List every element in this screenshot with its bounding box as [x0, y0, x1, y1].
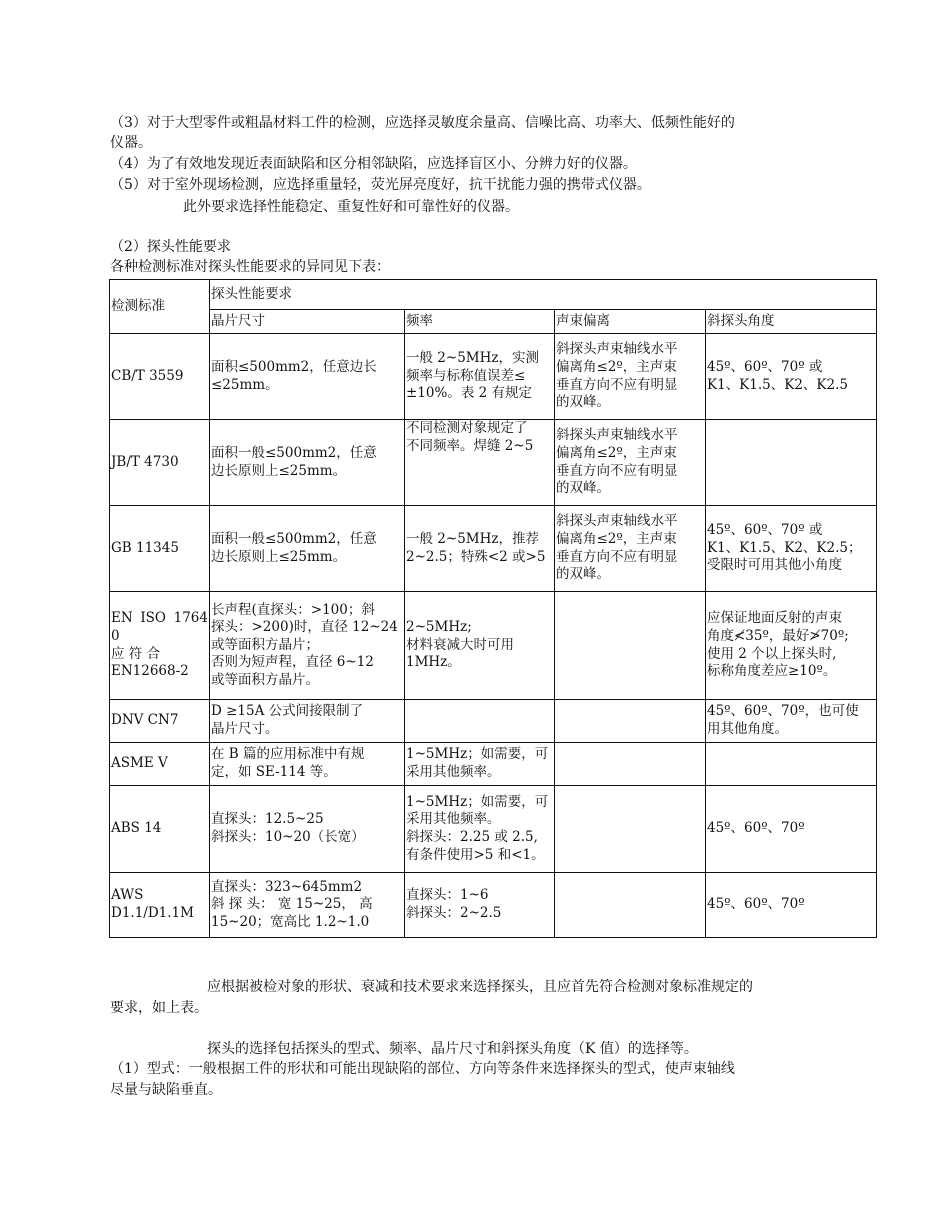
cell-text-line: 斜探头声束轴线水平 [556, 427, 678, 444]
cell-text-line: 定，如 SE-114 等。 [211, 764, 337, 780]
cell-text-line: K1、K1.5、K2、K2.5 [707, 376, 848, 393]
cell-text-line: 晶片尺寸。 [211, 721, 279, 737]
header-standard: 检测标准 [110, 280, 210, 334]
cell-text-line: 直探头：1~6 [406, 887, 489, 904]
cell-beam-deviation [555, 786, 706, 873]
paragraph-select-line-1: 应根据被检对象的形状、衰减和技术要求来选择探头，且应首先符合检测对象标准规定的 [207, 979, 753, 995]
probe-requirements-table [109, 279, 877, 938]
cell-beam-deviation [555, 873, 706, 938]
paragraph-4: （4）为了有效地发现近表面缺陷和区分相邻缺陷，应选择盲区小、分辨力好的仪器。 [110, 156, 637, 172]
cell-text-line: 长声程(直探头：>100；斜 [211, 601, 375, 618]
cell-text-line: 或等面积方晶片。 [211, 671, 319, 688]
cell-text-line: 2~2.5；特殊<2 或>5 [406, 548, 546, 565]
cell-angle [706, 592, 877, 700]
cell-text-line: 斜 探 头： 宽 15~25， 高 [211, 896, 373, 913]
cell-text-line: 的双峰。 [556, 394, 610, 411]
cell-frequency [405, 334, 555, 420]
paragraph-type-line-2: 尽量与缺陷垂直。 [110, 1082, 222, 1098]
table-header-row-1 [110, 280, 877, 310]
cell-text-line: 采用其他频率。 [406, 764, 501, 780]
cell-standard [110, 334, 210, 420]
cell-text-line: 应保证地面反射的声束 [707, 610, 842, 627]
cell-standard [110, 743, 210, 786]
cell-frequency [405, 786, 555, 873]
cell-frequency [405, 420, 555, 506]
cell-angle [706, 743, 877, 786]
cell-angle [706, 786, 877, 873]
paragraph-type-line-1: （1）型式：一般根据工件的形状和可能出现缺陷的部位、方向等条件来选择探头的型式，使声束轴线 [110, 1061, 735, 1077]
cell-beam-deviation [555, 506, 706, 592]
cell-text-line: 应 符 合 [111, 645, 161, 662]
cell-text-line: 或等面积方晶片； [211, 636, 319, 653]
cell-frequency [405, 592, 555, 700]
cell-text-line: 的双峰。 [556, 480, 610, 497]
paragraph-3-line-1: （3）对于大型零件或粗晶材料工件的检测，应选择灵敏度余量高、信噪比高、功率大、低频性能好的 [110, 115, 735, 131]
table-row [110, 506, 877, 592]
cell-text-line: 面积一般≤500mm2，任意 [211, 530, 377, 547]
section-heading: （2）探头性能要求 [110, 239, 231, 255]
cell-text-line: D ≥15A 公式间接限制了 [211, 703, 364, 720]
cell-text-line: 偏离角≤2º，主声束 [556, 444, 677, 461]
header-chip-size: 晶片尺寸 [210, 310, 405, 334]
cell-text-line: DNV CN7 [111, 712, 179, 729]
cell-text-line: 使用 2 个以上探头时, [707, 645, 837, 662]
cell-text-line: 45º、60º、70º 或 [707, 522, 823, 539]
table-row [110, 873, 877, 938]
cell-chip-size [210, 786, 405, 873]
cell-text-line: 不同频率。焊缝 2~5 [406, 437, 534, 454]
cell-text-line: 偏离角≤2º，主声束 [556, 530, 677, 547]
cell-text-line: 的双峰。 [556, 566, 610, 583]
cell-text-line: 用其他角度。 [707, 721, 788, 737]
cell-text-line: 探头：>200)时，直径 12~24 [211, 619, 398, 636]
cell-text-line: 边长原则上≤25mm。 [211, 462, 347, 479]
cell-text-line: 偏离角≤2º，主声束 [556, 358, 677, 375]
cell-chip-size [210, 743, 405, 786]
cell-chip-size [210, 506, 405, 592]
table-row [110, 743, 877, 786]
cell-text-line: 角度≮35º，最好≯70º; [707, 627, 849, 644]
header-probe-requirements: 探头性能要求 [210, 280, 877, 310]
cell-chip-size [210, 592, 405, 700]
cell-text-line: 采用其他频率。 [406, 811, 501, 828]
paragraph-6: 此外要求选择性能稳定、重复性好和可靠性好的仪器。 [183, 199, 519, 215]
cell-text-line: K1、K1.5、K2、K2.5； [707, 539, 862, 556]
cell-text-line: ±10%。表 2 有规定 [406, 385, 532, 402]
cell-text-line: 标称角度差应≥10º。 [707, 663, 837, 680]
cell-beam-deviation [555, 420, 706, 506]
cell-standard [110, 786, 210, 873]
cell-frequency [405, 873, 555, 938]
cell-text-line: 斜探头：2.25 或 2.5, [406, 829, 538, 845]
cell-angle [706, 506, 877, 592]
cell-angle [706, 420, 877, 506]
table-row [110, 700, 877, 743]
cell-text-line: 有条件使用>5 和<1。 [406, 846, 545, 863]
cell-chip-size [210, 420, 405, 506]
paragraph-3-line-2: 仪器。 [110, 135, 152, 151]
cell-text-line: 垂直方向不应有明显 [556, 462, 678, 479]
cell-angle [706, 334, 877, 420]
cell-text-line: 一般 2~5MHz，推荐 [406, 530, 539, 547]
cell-text-line: AWS [111, 887, 144, 904]
cell-text-line: 斜探头声束轴线水平 [556, 513, 678, 530]
header-frequency: 频率 [405, 310, 555, 334]
table-row [110, 786, 877, 873]
cell-text-line: 15~20；宽高比 1.2~1.0 [211, 913, 370, 930]
cell-text-line: 斜探头：10~20（长宽） [211, 829, 365, 845]
cell-text-line: 45º、60º、70º [707, 896, 805, 913]
cell-text-line: JB/T 4730 [111, 453, 179, 470]
cell-text-line: 1~5MHz；如需要，可 [406, 793, 549, 810]
table-row [110, 334, 877, 420]
cell-chip-size [210, 873, 405, 938]
paragraph-select-line-2: 要求，如上表。 [110, 1000, 208, 1016]
cell-text-line: 一般 2~5MHz，实测 [406, 350, 539, 367]
header-angle: 斜探头角度 [706, 310, 877, 334]
cell-text-line: 不同检测对象规定了 [406, 420, 528, 436]
cell-text-line: CB/T 3559 [111, 367, 184, 384]
cell-text-line: 面积≤500mm2，任意边长 [211, 358, 377, 375]
table-intro: 各种检测标准对探头性能要求的异同见下表： [110, 259, 390, 275]
cell-text-line: 否则为短声程，直径 6~12 [211, 654, 374, 671]
cell-text-line: 45º、60º、70º [707, 820, 805, 837]
cell-standard [110, 700, 210, 743]
cell-frequency [405, 700, 555, 743]
cell-text-line: 斜探头：2~2.5 [406, 905, 502, 921]
cell-text-line: 材料衰减大时可用 [406, 636, 514, 653]
cell-frequency [405, 743, 555, 786]
cell-angle [706, 700, 877, 743]
cell-text-line: 2~5MHz; [406, 619, 472, 636]
cell-beam-deviation [555, 743, 706, 786]
cell-text-line: 受限时可用其他小角度 [707, 557, 842, 574]
cell-text-line: 频率与标称值误差≤ [406, 367, 526, 384]
cell-standard [110, 420, 210, 506]
cell-text-line: 面积一般≤500mm2，任意 [211, 444, 377, 461]
table-row [110, 420, 877, 506]
cell-text-line: ABS 14 [111, 820, 162, 837]
header-beam-deviation: 声束偏离 [555, 310, 706, 334]
cell-chip-size [210, 700, 405, 743]
cell-beam-deviation [555, 592, 706, 700]
cell-text-line: 在 B 篇的应用标准中有规 [211, 746, 365, 763]
paragraph-5: （5）对于室外现场检测，应选择重量轻，荧光屏亮度好，抗干扰能力强的携带式仪器。 [110, 177, 651, 193]
cell-standard [110, 592, 210, 700]
cell-standard [110, 506, 210, 592]
cell-text-line: 垂直方向不应有明显 [556, 376, 678, 393]
cell-angle [706, 873, 877, 938]
cell-text-line: 直探头：12.5~25 [211, 811, 324, 828]
cell-text-line: ≤25mm。 [211, 376, 279, 393]
cell-text-line: D1.1/D1.1M [111, 905, 194, 921]
cell-chip-size [210, 334, 405, 420]
cell-text-line: 45º、60º、70º 或 [707, 358, 823, 375]
table-row [110, 592, 877, 700]
cell-text-line: EN ISO 17640 [111, 610, 208, 644]
cell-frequency [405, 506, 555, 592]
cell-beam-deviation [555, 700, 706, 743]
cell-text-line: 1~5MHz；如需要，可 [406, 746, 549, 763]
cell-text-line: 45º、60º、70º，也可使 [707, 703, 859, 720]
cell-text-line: GB 11345 [111, 539, 179, 556]
cell-text-line: 斜探头声束轴线水平 [556, 341, 678, 358]
cell-text-line: ASME V [111, 755, 168, 772]
paragraph-includes: 探头的选择包括探头的型式、频率、晶片尺寸和斜探头角度（K 值）的选择等。 [207, 1041, 698, 1057]
cell-text-line: EN12668-2 [111, 663, 189, 680]
cell-text-line: 直探头：323~645mm2 [211, 878, 363, 895]
table-header-row-2 [110, 310, 877, 334]
cell-text-line: 1MHz。 [406, 654, 461, 671]
cell-standard [110, 873, 210, 938]
cell-text-line: 边长原则上≤25mm。 [211, 548, 347, 565]
cell-text-line: 垂直方向不应有明显 [556, 548, 678, 565]
cell-beam-deviation [555, 334, 706, 420]
